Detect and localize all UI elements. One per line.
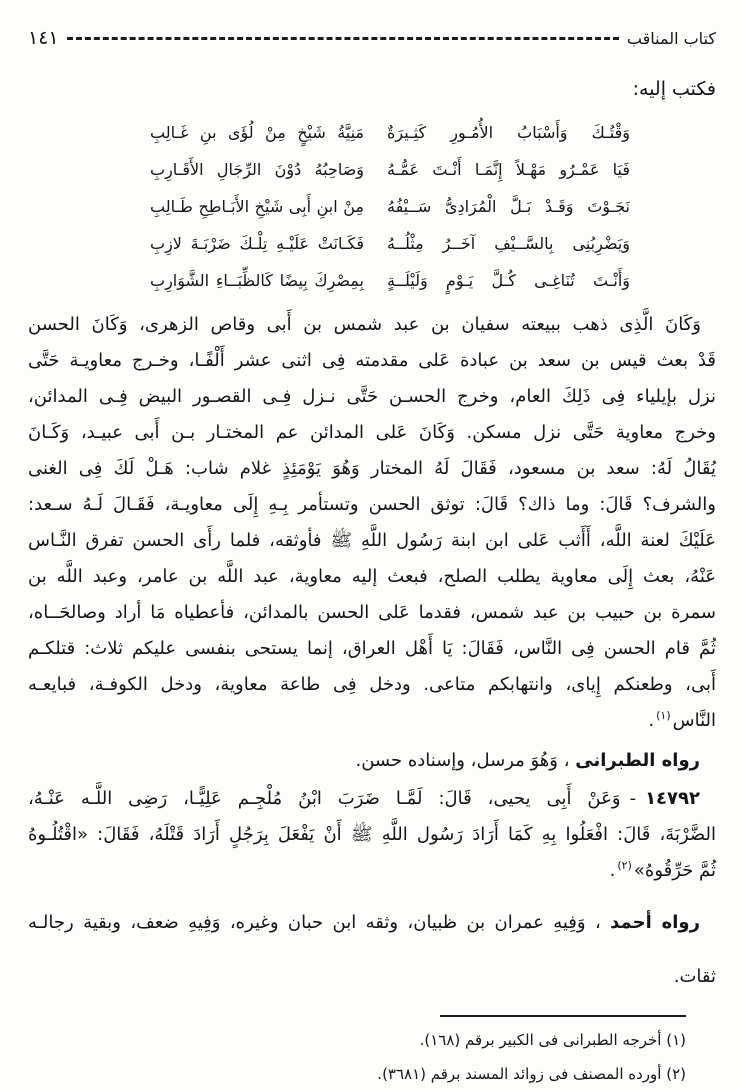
attribution-source-name: رواه الطبرانى <box>575 750 700 771</box>
attribution-ahmad <box>28 905 716 941</box>
poem-verse <box>150 225 630 262</box>
footnote: (٢) أورده المصنف فى زوائد المسند برقم (٣٦٨١). <box>377 1065 686 1083</box>
narrative-line: عَلَيْكَ لعنة اللَّه، أَأَثب عَلى ابن ابنة رَسُول اللَّهِ ﷺ فأوثقه، فلما رأَى الحسن تفرق النَّـاس <box>28 530 716 551</box>
intro-line: فكتب إليه: <box>632 78 716 100</box>
poem-hemistich-left: بِمِصْرِكَ بِيضًا كَالظِّبَــاءِ الشَّوَارِبِ <box>150 271 364 290</box>
narrative-line: يُقَالُ لَهُ: سعد بن مسعود، فَقَالَ لَهُ المختار وَهُوَ يَوْمَئِذٍ غلام شاب: هَـلْ لَكَ فِى الغنى <box>28 458 716 479</box>
hadith-period: . <box>609 860 616 881</box>
header-dashed-rule <box>67 37 619 40</box>
narrative-line: سمرة بن حبيب بن عبد شمس، فقدما عَلى الحسن بالمدائن، فأعطياه مَا أراد وصالحَــاه، <box>28 602 716 623</box>
poem-hemistich-right: وَيَضْرِبُنِى بِالسَّــيْفِ آخَــرُ مِثْلُــهُ <box>387 234 630 253</box>
attribution-tabarani <box>28 743 716 779</box>
poem-hemistich-right: فَيَا عَمْـرُو مَهْـلاً إِنَّمَـا أَنْـتَ عَمُّـهُ <box>387 160 630 179</box>
running-head-title: كتاب المناقب <box>626 28 716 48</box>
narrative-last-word: النَّاس <box>672 710 716 731</box>
attribution-ahmad-last-word: ثقات. <box>673 966 716 987</box>
poem-hemistich-right: نَجَـوْتَ وَقَـدْ بَـلَّ الْمُرَادِىُّ سَــيْفُهُ <box>387 197 630 216</box>
narrative-line: نزل بإيلياء فِى ذَلِكَ العام، وخرج الحسـن حَتَّى نـزل فِـى القصـور البيض فِـى المدائن، <box>28 386 716 407</box>
narrative-last-line <box>28 703 716 739</box>
poem-hemistich-right: وَأَنْـتَ تُنَاغِـى كُـلَّ يَـوْمٍ وَلَيْلَــةٍ <box>387 271 630 290</box>
hadith-first-line <box>28 781 716 817</box>
hadith-text-line1: وَعَنْ أَبِى يحيى، قَالَ: لَمَّـا ضَرَبَ ابْنُ مُلْجِـم عَلِيًّـا، رَضِى اللَّـه عَنْـهُ، <box>28 788 621 809</box>
narrative-line: أَبى، وطعنكم إِياى، وانتهابكم متاعى. ودخل فِى طاعة معاوية، ودخل الكوفـة، فبايعـه <box>28 674 716 695</box>
hadith-number-dash: - <box>629 788 637 809</box>
hadith-last-line <box>28 853 716 889</box>
narrative-line: قَدْ بعث قيس بن سعد بن عبادة عَلى مقدمته فِى اثنى عشر أَلْفًـا، وخـرج معاويـة حَتَّى <box>28 350 716 371</box>
narrative-line: والشرف؟ قَالَ: وما ذاك؟ قَالَ: توثق الحسن وتستأمر بِـهِ إِلَى معاويـة، فَقَـالَ لَـهُ سـعد: <box>28 494 716 515</box>
narrative-paragraph <box>28 307 716 703</box>
poem-hemistich-left: مَنِيَّةُ شَيْخٍ مِنْ لُؤَى بنِ غَـالِبِ <box>150 123 364 142</box>
footnote-marker-2: (٢) <box>617 859 632 872</box>
poem-hemistich-left: فَكَـانَتْ عَلَيْـهِ تِلْـكَ ضَرْبَـةَ لازِبِ <box>150 234 364 253</box>
narrative-line: وَكَانَ الَّذِى ذهب ببيعته سفيان بن عبد شمس بن أَبى وقاص الزهرى، وَكَانَ الحسن <box>28 314 701 335</box>
narrative-period: . <box>648 710 655 731</box>
poem-block <box>150 114 630 299</box>
narrative-line: وخرج معاوية حَتَّى نزل مسكن. وَكَانَ عَلى المدائن عم المختـار بـن أَبى عبيـد، وَكَـانَ <box>28 422 716 443</box>
poem-verse <box>150 262 630 299</box>
attribution-grading: ، وَفِيهِ عمران بن ظبيان، وثقه ابن حبان وغيره، وَفِيهِ ضعف، وبقية رجالـه <box>28 912 611 933</box>
poem-hemistich-left: وَصَاحِبُهُ دُوْنَ الرِّجَالِ الأَقَـارِبِ <box>150 160 364 179</box>
hadith-14792 <box>28 781 716 889</box>
poem-verse <box>150 188 630 225</box>
page-number: ١٤١ <box>28 27 59 49</box>
narrative-line: ثُمَّ قام الحسن فِى النَّاس، فَقَالَ: يَا أَهْل العراق، إنما يستحى بنفسى عليكم ثلاث: قتلكـم <box>28 638 716 659</box>
hadith-text-line2: الضَّرْبَةَ، قَالَ: افْعَلُوا بِهِ كَمَا أَرَادَ رَسُول اللَّهِ ﷺ أَنْ يَفْعَلَ بِرَجُلٍ أَرَادَ قَتْلَهُ، فَقَالَ: «اقْتُلُـوهُ <box>28 824 716 845</box>
poem-verse <box>150 114 630 151</box>
poem-hemistich-right: وَقْتُـكَ وَأَسْبَابُ الأُمُـورِ كَثِـيرَةٌ <box>387 123 630 142</box>
hadith-number: ١٤٧٩٢ <box>645 788 700 809</box>
poem-hemistich-left: مِنْ ابنِ أَبِى شَيْخِ الأَبَـاطِحِ طَـالِبِ <box>150 197 364 216</box>
hadith-text-line3: ثُمَّ حَرِّقُوهُ» <box>633 860 716 881</box>
attribution-source-name: رواه أحمد <box>610 912 700 933</box>
footnote-marker-1: (١) <box>656 709 671 722</box>
footnote-separator-rule <box>440 1015 686 1017</box>
attribution-grading: ، وَهُوَ مرسل، وإسناده حسن. <box>355 750 576 771</box>
footnotes-block <box>28 1023 686 1091</box>
narrative-line: عَنْهُ، بعث إِلَى معاوية يطلب الصلح، فبعث إليه معاوية، عبد اللَّه بن عامر، وعبد اللَّه بن <box>28 566 716 587</box>
footnote: (١) أخرجه الطبرانى فى الكبير برقم (١٦٨). <box>419 1031 686 1049</box>
running-head <box>28 22 716 54</box>
poem-verse <box>150 151 630 188</box>
